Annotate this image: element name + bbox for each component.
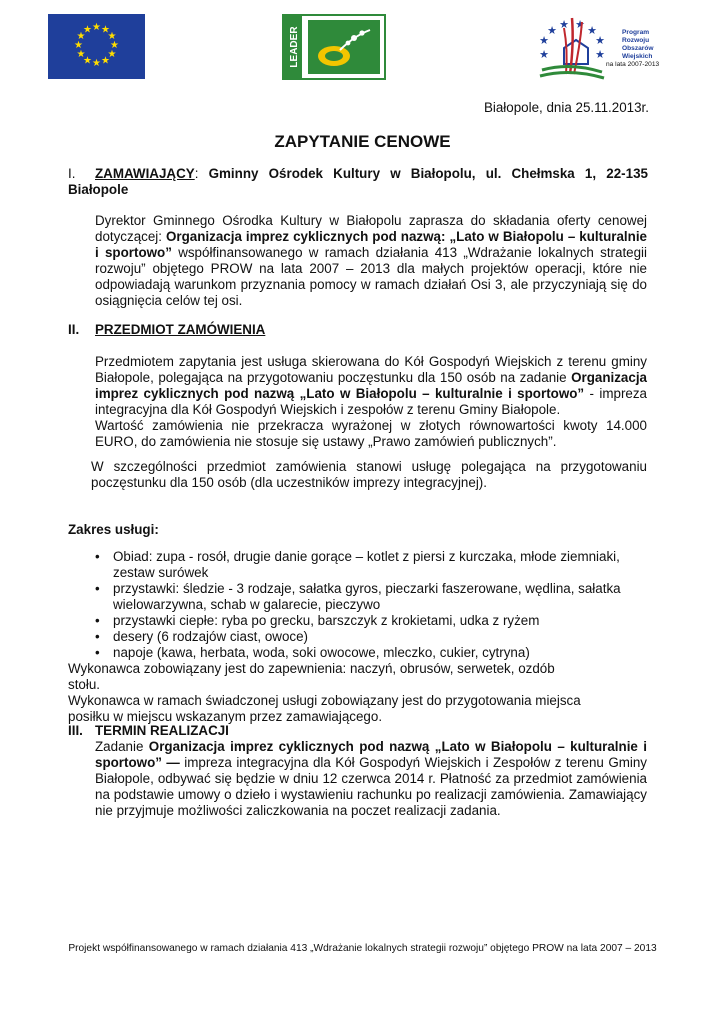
- prow-logo-line-4: Wiejskich: [622, 53, 653, 60]
- section-zamawiajacy: [68, 166, 648, 198]
- list-item: • Obiad: zupa - rosół, drugie danie gorące – kotlet z piersi z kurczaka, młode ziemniaki, zestaw surówek: [88, 549, 648, 581]
- page-footer: Projekt współfinansowanego w ramach działania 413 „Wdrażanie lokalnych strategii rozwoju” objętego PROW na lata 2007 – 2013: [68, 943, 657, 954]
- svg-text:★: ★: [107, 31, 117, 42]
- intro-text: Dyrektor Gminnego Ośrodka Kultury w Białopolu zaprasza do składania oferty cenowej dotyczącej:: [95, 213, 647, 244]
- svg-text:★: ★: [547, 24, 557, 37]
- list-item: • desery (6 rodzajów ciast, owoce): [88, 629, 648, 645]
- prow-logo-line-3: Obszarów: [622, 45, 654, 52]
- svg-text:★: ★: [539, 34, 549, 47]
- prow-logo-line-1: Program: [622, 29, 650, 36]
- intro-rest: współfinansowanego w ramach działania 413 „Wdrażanie lokalnych strategii rozwoju” objętego PROW na lata 2007 – 2013 dla małych projektów operacji, które nie odpowiadają warunkom przyznania pomocy w ramach działań Osi 3, ale przyczyniają się do osiągnięcia celów tej osi.: [95, 245, 648, 308]
- section-2-p2: Wartość zamówienia nie przekracza wyrażonej w złotych równowartości kwoty 14.000 EURO, do zamówienia nie stosuje się ustawy „Prawo zamówień publicznych”.: [95, 418, 647, 449]
- svg-text:★: ★: [92, 58, 101, 69]
- svg-text:★: ★: [107, 49, 117, 60]
- section-3-title: TERMIN REALIZACJI: [95, 723, 229, 738]
- eu-flag-logo: [48, 14, 145, 79]
- svg-text:★: ★: [76, 31, 86, 42]
- section-1-colon: :: [194, 166, 199, 181]
- prow-emblem-icon: [530, 14, 670, 84]
- section-3-body: [95, 739, 647, 819]
- svg-text:★: ★: [83, 55, 92, 67]
- zakres-note-1: Wykonawca zobowiązany jest do zapewnienia: naczyń, obrusów, serwetek, ozdób stołu.: [68, 661, 555, 692]
- list-item: • przystawki ciepłe: ryba po grecku, barszczyk z krokietami, udka z ryżem: [88, 613, 648, 629]
- leader-logo: [282, 14, 386, 80]
- section-2-title: PRZEDMIOT ZAMÓWIENIA: [95, 322, 266, 337]
- section-przedmiot: [68, 322, 648, 338]
- svg-text:★: ★: [575, 18, 585, 31]
- section-1-value: Gminny Ośrodek Kultury w Białopolu, ul. Chełmska 1, 22-135 Białopole: [68, 166, 648, 197]
- intro-bold-title: Organizacja imprez cyklicznych pod nazwą: „Lato w Białopolu – kulturalnie i sportowo”: [95, 229, 647, 260]
- section-2-number: II.: [68, 322, 80, 337]
- zakres-list-wrap: [88, 549, 648, 661]
- leader-emblem-icon: [284, 16, 384, 78]
- prow-logo: [530, 14, 670, 84]
- section-3-p-b: impreza integracyjna dla Kół Gospodyń Wiejskich i Zespołów z terenu Gminy Białopole, odbywać się będzie w dniu 12 czerwca 2014 r. Płatność za przedmiot zamówienia na podstawie umowy o dzieło i wystawieniu rachunku po realizacji zamówienia. Zamawiający nie przyjmuje możliwości zaliczkowania na poczet realizacji zadania.: [95, 755, 648, 818]
- zakres-note-2: Wykonawca w ramach świadczonej usługi zobowiązany jest do przygotowania miejsca posiłku w miejscu wskazanym przez zamawiającego.: [68, 693, 581, 724]
- section-3-p-bold: Organizacja imprez cyklicznych pod nazwą „Lato w Białopolu – kulturalnie i sportowo” —: [95, 739, 647, 770]
- logo-bar: [0, 14, 725, 84]
- section-2-p3: W szczególności przedmiot zamówienia stanowi usługę polegająca na przygotowaniu poczęstunku dla 150 osób (dla uczestników imprezy integracyjnej).: [91, 459, 647, 490]
- section-3-p-a: Zadanie: [95, 739, 149, 754]
- svg-text:★: ★: [101, 55, 110, 67]
- leader-logo-text: LEADER: [289, 26, 300, 68]
- svg-text:★: ★: [539, 48, 549, 61]
- section-2-body: [95, 354, 647, 450]
- section-3-number: III.: [68, 723, 83, 738]
- svg-text:★: ★: [76, 49, 86, 60]
- section-2-p1-a: Przedmiotem zapytania jest usługa skierowana do Kół Gospodyń Wiejskich z terenu gminy Białopole, polegająca na przygotowaniu poczęstunku dla 150 osób na zadanie: [95, 354, 647, 385]
- prow-logo-line-5: na lata 2007-2013: [606, 61, 660, 68]
- svg-text:★: ★: [101, 24, 110, 36]
- svg-text:★: ★: [110, 40, 119, 51]
- date-line: Białopole, dnia 25.11.2013r.: [483, 100, 649, 115]
- svg-text:★: ★: [74, 40, 83, 51]
- zakres-title: Zakres usługi:: [68, 522, 159, 537]
- svg-text:★: ★: [595, 48, 605, 61]
- svg-text:★: ★: [559, 18, 569, 31]
- list-item: • napoje (kawa, herbata, woda, soki owocowe, mleczko, cukier, cytryna): [88, 645, 648, 661]
- section-1-intro: [95, 213, 647, 309]
- list-item: • przystawki: śledzie - 3 rodzaje, sałatka gyros, pieczarki faszerowane, wędlina, sałatka wielowarzywna, schab w galarecie, pieczywo: [88, 581, 648, 613]
- section-1-number: I.: [68, 166, 76, 181]
- svg-text:★: ★: [595, 34, 605, 47]
- zakres-notes: [68, 661, 588, 725]
- prow-logo-line-2: Rozwoju: [622, 37, 650, 44]
- zakres-uslugi: [68, 522, 648, 538]
- document-title: ZAPYTANIE CENOWE: [274, 132, 451, 151]
- section-2-p3-wrap: [91, 459, 647, 491]
- zakres-list: [88, 549, 648, 661]
- svg-text:★: ★: [83, 24, 92, 36]
- svg-text:★: ★: [587, 24, 597, 37]
- section-termin: [68, 723, 648, 739]
- svg-text:★: ★: [92, 22, 101, 33]
- section-2-p1-b: - impreza integracyjna dla Kół Gospodyń Wiejskich i zespołów z terenu Gminy Białopole.: [95, 386, 647, 417]
- section-2-p1-bold: Organizacja imprez cyklicznych pod nazwą „Lato w Białopolu – kulturalnie i sportowo”: [95, 370, 647, 401]
- section-1-label: ZAMAWIAJĄCY: [95, 166, 195, 181]
